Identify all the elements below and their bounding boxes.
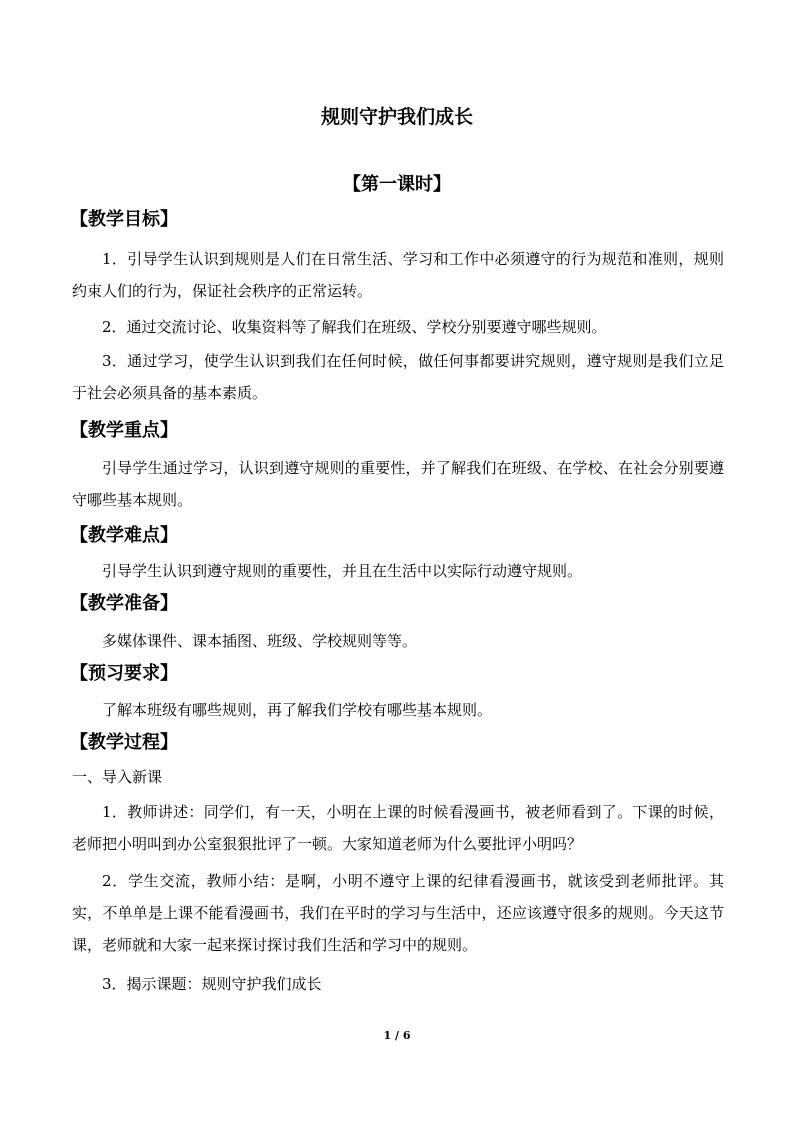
section-heading-process: 【教学过程】 <box>70 732 178 753</box>
process-item-2: 2．学生交流，教师小结：是啊，小明不遵守上课的纪律看漫画书，就该受到老师批评。其实，不单单是上课不能看漫画书，我们在平时的学习与生活中，还应该遵守很多的规则。今天这节课，老师就和大家一起来探讨探讨我们生活和学习中的规则。 <box>72 872 724 954</box>
goal-item-2: 2．通过交流讨论、收集资料等了解我们在班级、学校分别要遵守哪些规则。 <box>102 318 607 336</box>
difficulties-text: 引导学生认识到遵守规则的重要性，并且在生活中以实际行动遵守规则。 <box>102 562 583 580</box>
document-title: 规则守护我们成长 <box>320 106 473 128</box>
goal-item-1: 1．引导学生认识到规则是人们在日常生活、学习和工作中必须遵守的行为规范和准则，规则约束人们的行为，保证社会秩序的正常运转。 <box>72 250 724 300</box>
lesson-label: 【第一课时】 <box>343 174 451 195</box>
preview-text: 了解本班级有哪些规则，再了解我们学校有哪些基本规则。 <box>102 701 493 719</box>
process-item-3: 3．揭示课题：规则守护我们成长 <box>102 975 322 993</box>
section-heading-preview: 【预习要求】 <box>70 663 178 684</box>
process-item-1: 1．教师讲述：同学们，有一天，小明在上课的时候看漫画书，被老师看到了。下课的时候，老师把小明叫到办公室狠狠批评了一顿。大家知道老师为什么要批评小明吗？ <box>72 803 724 853</box>
goal-item-3: 3．通过学习，使学生认识到我们在任何时候，做任何事都要讲究规则，遵守规则是我们立足于社会必须具备的基本素质。 <box>72 352 724 402</box>
process-part1-title: 一、导入新课 <box>72 768 163 786</box>
key-points-text: 引导学生通过学习，认识到遵守规则的重要性，并了解我们在班级、在学校、在社会分别要遵守哪些基本规则。 <box>72 459 724 509</box>
section-heading-goals: 【教学目标】 <box>70 209 178 230</box>
section-heading-preparation: 【教学准备】 <box>70 593 178 614</box>
page-number: 1 / 6 <box>383 1029 411 1042</box>
preparation-text: 多媒体课件、课本插图、班级、学校规则等等。 <box>102 632 418 650</box>
section-heading-difficulties: 【教学难点】 <box>70 525 178 546</box>
section-heading-key-points: 【教学重点】 <box>70 420 178 441</box>
